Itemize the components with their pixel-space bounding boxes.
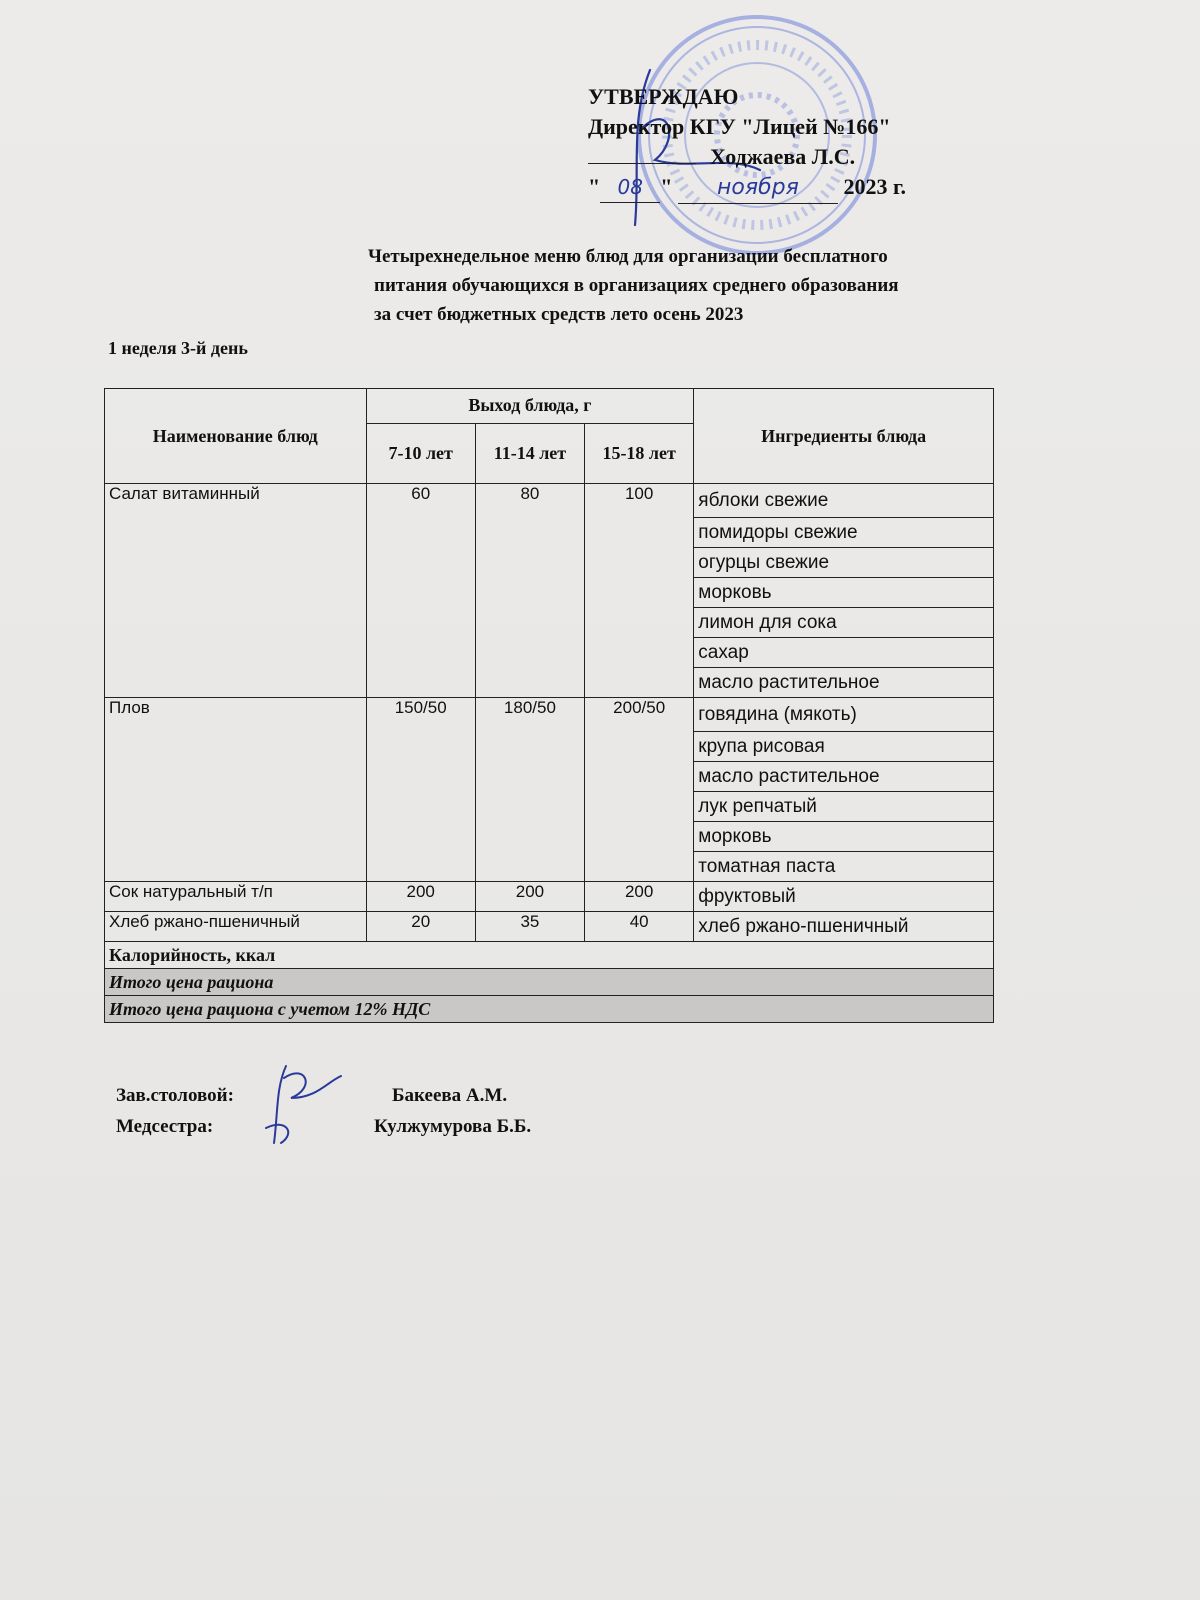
total-price-row — [105, 969, 994, 996]
yield-11-14: 180/50 — [475, 698, 584, 882]
yield-15-18: 200 — [585, 882, 694, 912]
header-ingredients: Ингредиенты блюда — [694, 389, 994, 484]
approval-position: Директор КГУ "Лицей №166" — [588, 114, 891, 139]
date-month: ноября — [678, 173, 838, 204]
ingredient-cell: масло растительное — [694, 762, 994, 792]
header-dish-name: Наименование блюд — [105, 389, 367, 484]
ingredient-cell: лимон для сока — [694, 608, 994, 638]
ingredient-cell: сахар — [694, 638, 994, 668]
ingredient-cell: морковь — [694, 822, 994, 852]
canteen-name: Бакеева А.М. — [392, 1085, 508, 1106]
ingredient-cell: томатная паста — [694, 852, 994, 882]
yield-7-10: 150/50 — [366, 698, 475, 882]
table-row — [105, 484, 994, 518]
nurse-label: Медсестра: — [116, 1116, 214, 1137]
ingredient-cell: крупа рисовая — [694, 732, 994, 762]
approval-name: Ходжаева Л.С. — [710, 144, 856, 169]
canteen-label: Зав.столовой: — [116, 1085, 234, 1106]
ingredient-cell: фруктовый — [694, 882, 994, 912]
ingredient-cell: яблоки свежие — [694, 484, 994, 518]
nurse-name: Кулжумурова Б.Б. — [374, 1116, 532, 1137]
ingredient-cell: говядина (мякоть) — [694, 698, 994, 732]
yield-11-14: 200 — [475, 882, 584, 912]
date-open-quote: " — [588, 174, 601, 199]
total-price-vat-row-label: Итого цена рациона с учетом 12% НДС — [105, 996, 994, 1023]
calories-row — [105, 942, 994, 969]
ingredient-cell: масло растительное — [694, 668, 994, 698]
total-price-vat-row — [105, 996, 994, 1023]
menu-table — [104, 388, 994, 1023]
document-title — [368, 242, 899, 329]
table-row — [105, 698, 994, 732]
ingredient-cell: огурцы свежие — [694, 548, 994, 578]
table-row — [105, 882, 994, 912]
yield-11-14: 80 — [475, 484, 584, 698]
date-day: 08 — [600, 172, 660, 203]
dish-name: Плов — [105, 698, 367, 882]
staff-signature-icon — [256, 1058, 356, 1148]
yield-7-10: 60 — [366, 484, 475, 698]
title-line-1: Четырехнедельное меню блюд для организации бесплатного — [368, 246, 888, 267]
yield-11-14: 35 — [475, 912, 584, 942]
ingredient-cell: морковь — [694, 578, 994, 608]
week-label: 1 неделя 3-й день — [108, 338, 248, 358]
header-age-11-14: 11-14 лет — [475, 423, 584, 483]
header-age-15-18: 15-18 лет — [585, 423, 694, 483]
date-close-quote: " — [660, 174, 673, 199]
ingredient-cell: хлеб ржано-пшеничный — [694, 912, 994, 942]
date-year: 2023 г. — [843, 174, 906, 199]
yield-7-10: 20 — [366, 912, 475, 942]
yield-15-18: 200/50 — [585, 698, 694, 882]
approval-heading: УТВЕРЖДАЮ — [588, 84, 739, 109]
approval-block — [588, 82, 906, 204]
approval-date — [588, 172, 906, 204]
ingredient-cell: помидоры свежие — [694, 518, 994, 548]
title-line-2: питания обучающихся в организациях среднего образования — [374, 275, 899, 296]
calories-row-label: Калорийность, ккал — [105, 942, 994, 969]
header-yield: Выход блюда, г — [366, 389, 694, 424]
title-line-3: за счет бюджетных средств лето осень 2023 — [374, 304, 744, 325]
approval-name-line — [588, 142, 906, 172]
dish-name: Хлеб ржано-пшеничный — [105, 912, 367, 942]
header-age-7-10: 7-10 лет — [366, 423, 475, 483]
yield-15-18: 40 — [585, 912, 694, 942]
dish-name: Сок натуральный т/п — [105, 882, 367, 912]
ingredient-cell: лук репчатый — [694, 792, 994, 822]
dish-name: Салат витаминный — [105, 484, 367, 698]
signature-line — [588, 143, 696, 164]
table-row — [105, 912, 994, 942]
yield-15-18: 100 — [585, 484, 694, 698]
table-header-row — [105, 389, 994, 424]
yield-7-10: 200 — [366, 882, 475, 912]
total-price-row-label: Итого цена рациона — [105, 969, 994, 996]
